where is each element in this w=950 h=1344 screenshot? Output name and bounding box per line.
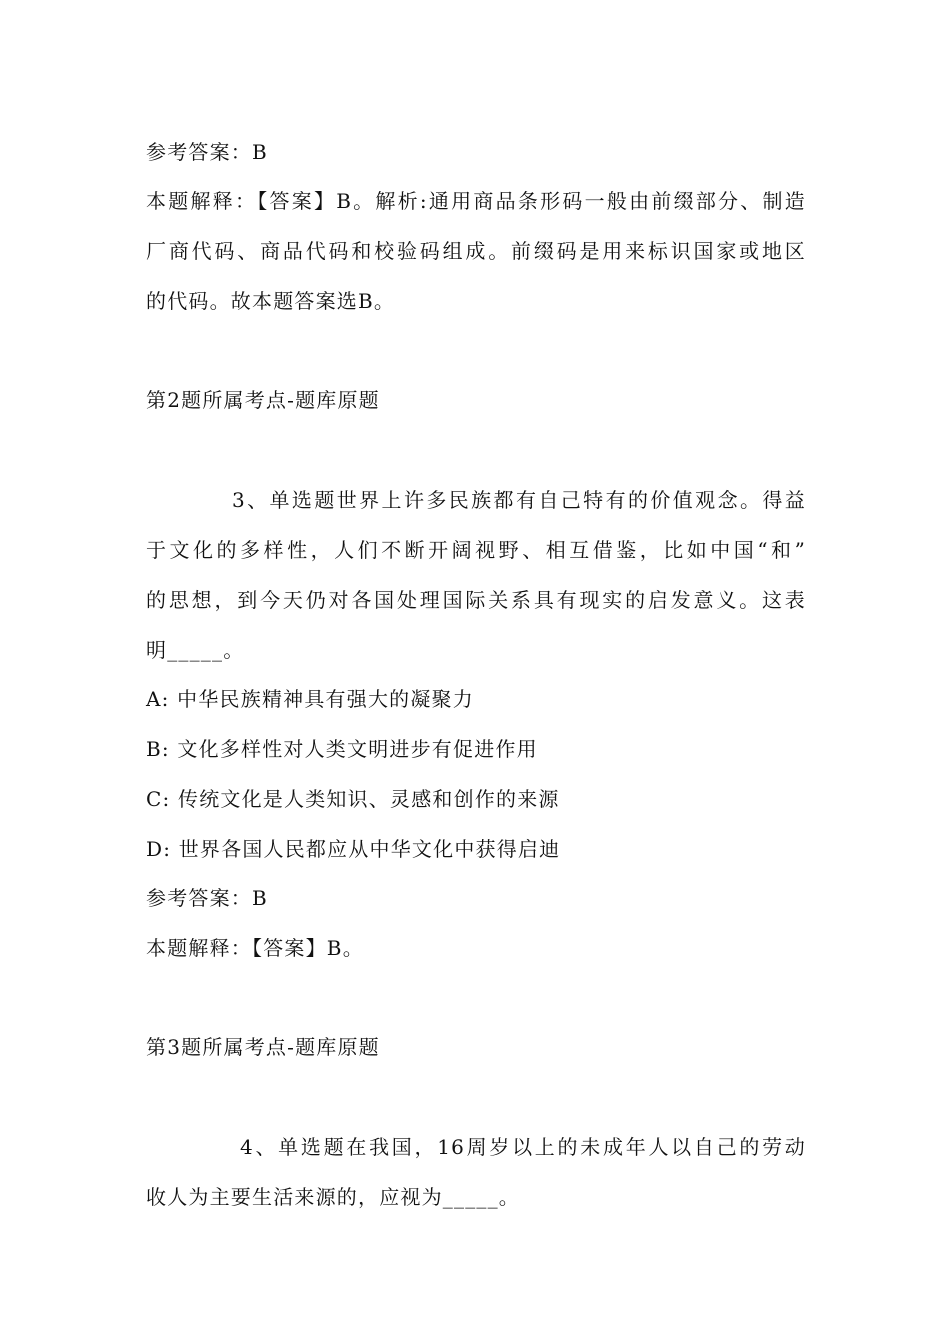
topic-line: 第2题所属考点-题库原题 — [146, 388, 380, 412]
question-stem-line: 4、单选题在我国，16周岁以上的未成年人以自己的劳动 — [240, 1135, 806, 1159]
option-b: B: 文化多样性对人类文明进步有促进作用 — [146, 737, 538, 761]
question-stem-line: 的思想，到今天仍对各国处理国际关系具有现实的启发意义。这表 — [146, 588, 806, 612]
option-a: A: 中华民族精神具有强大的凝聚力 — [146, 687, 474, 711]
answer-line: 参考答案：B — [146, 886, 268, 910]
question-stem-line: 收人为主要生活来源的，应视为_____。 — [146, 1185, 520, 1209]
explanation-line: 的代码。故本题答案选B。 — [146, 289, 396, 313]
explanation-line: 厂商代码、商品代码和校验码组成。前缀码是用来标识国家或地区 — [146, 239, 806, 263]
explanation-line: 本题解释：【答案】B。 — [146, 936, 364, 960]
option-d: D: 世界各国人民都应从中华文化中获得启迪 — [146, 837, 561, 861]
option-c: C: 传统文化是人类知识、灵感和创作的来源 — [146, 787, 560, 811]
explanation-line: 本题解释：【答案】B。解析:通用商品条形码一般由前缀部分、制造 — [146, 189, 806, 213]
question-stem-line: 3、单选题世界上许多民族都有自己特有的价值观念。得益 — [232, 488, 806, 512]
topic-line: 第3题所属考点-题库原题 — [146, 1035, 380, 1059]
question-stem-line: 于文化的多样性，人们不断开阔视野、相互借鉴，比如中国“和” — [146, 538, 806, 562]
question-stem-line: 明_____。 — [146, 638, 245, 662]
answer-line: 参考答案：B — [146, 140, 268, 164]
